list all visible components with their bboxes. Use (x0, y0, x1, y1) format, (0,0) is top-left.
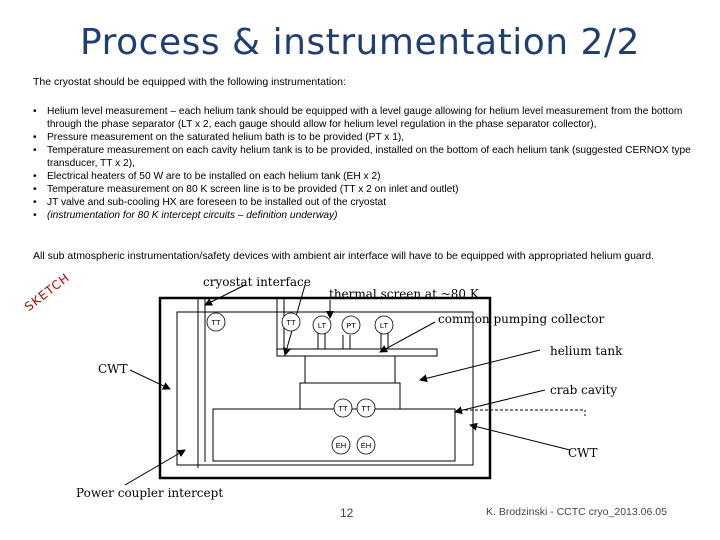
inst-eh-left: EH (335, 441, 347, 450)
inst-tt-top-mid: TT (286, 318, 296, 327)
inst-pt: PT (346, 321, 356, 330)
inst-lt-right: LT (379, 321, 389, 330)
label-crab-cavity: crab cavity (550, 383, 618, 397)
footer-credit: K. Brodzinski - CCTC cryo_2013.06.05 (486, 506, 667, 518)
inst-tt-tank-left: TT (338, 404, 348, 413)
bullet-temperature-screen: • Temperature measurement on 80 K screen line is to be provided (TT x 2 on inlet and outlet) (33, 183, 705, 196)
crab-cavity-body (213, 409, 455, 461)
label-cwt-left: CWT (98, 362, 128, 376)
arrow-crab-cavity (455, 390, 545, 412)
inst-lt-left: LT (317, 321, 327, 330)
bullet-intercept: • (instrumentation for 80 K intercept circuits – definition underway) (33, 209, 705, 222)
sketch-watermark: SKETCH (22, 270, 73, 315)
bullet-jt-valve: • JT valve and sub-cooling HX are foreseen to be installed out of the cryostat (33, 196, 705, 209)
label-cwt-right: CWT (568, 446, 598, 460)
label-power-coupler: Power coupler intercept (76, 486, 224, 500)
bullet-pressure: • Pressure measurement on the saturated helium bath is to be provided (PT x 1), (33, 131, 705, 144)
arrow-cwt-left (130, 370, 170, 389)
label-cryostat-interface: cryostat interface (203, 275, 311, 289)
inst-tt-top-left: TT (211, 318, 221, 327)
label-common-pumping-collector: common pumping collector (438, 312, 605, 326)
inst-tt-tank-right: TT (361, 404, 371, 413)
label-helium-tank: helium tank (550, 344, 623, 358)
bullet-temperature-tank: • Temperature measurement on each cavity helium tank is to be provided, installed on the bottom of each helium tank (suggested CERNOX type transducer, TT x 2), (33, 144, 705, 170)
arrow-helium-tank (420, 350, 540, 380)
helium-guard-note: All sub atmospheric instrumentation/safety devices with ambient air interface will have to be equipped with appropriated helium guard. (33, 250, 655, 262)
label-thermal-screen: thermal screen at ~80 K (329, 287, 479, 301)
bullet-heaters: • Electrical heaters of 50 W are to be installed on each helium tank (EH x 2) (33, 170, 705, 183)
slide-title: Process & instrumentation 2/2 (80, 22, 640, 63)
bullet-helium-level: • Helium level measurement – each helium tank should be equipped with a level gauge allowing for helium level measurement from the bottom through the phase separator (LT x 2, each gauge should allow for helium level regulation in the phase separator collector), (33, 105, 705, 131)
arrow-power-coupler (125, 450, 185, 485)
inst-eh-right: EH (360, 441, 372, 450)
page-number: 12 (340, 506, 354, 520)
pumping-collector (277, 349, 437, 356)
arrow-cwt-right (470, 425, 570, 450)
intro-text: The cryostat should be equipped with the following instrumentation: (33, 76, 346, 88)
